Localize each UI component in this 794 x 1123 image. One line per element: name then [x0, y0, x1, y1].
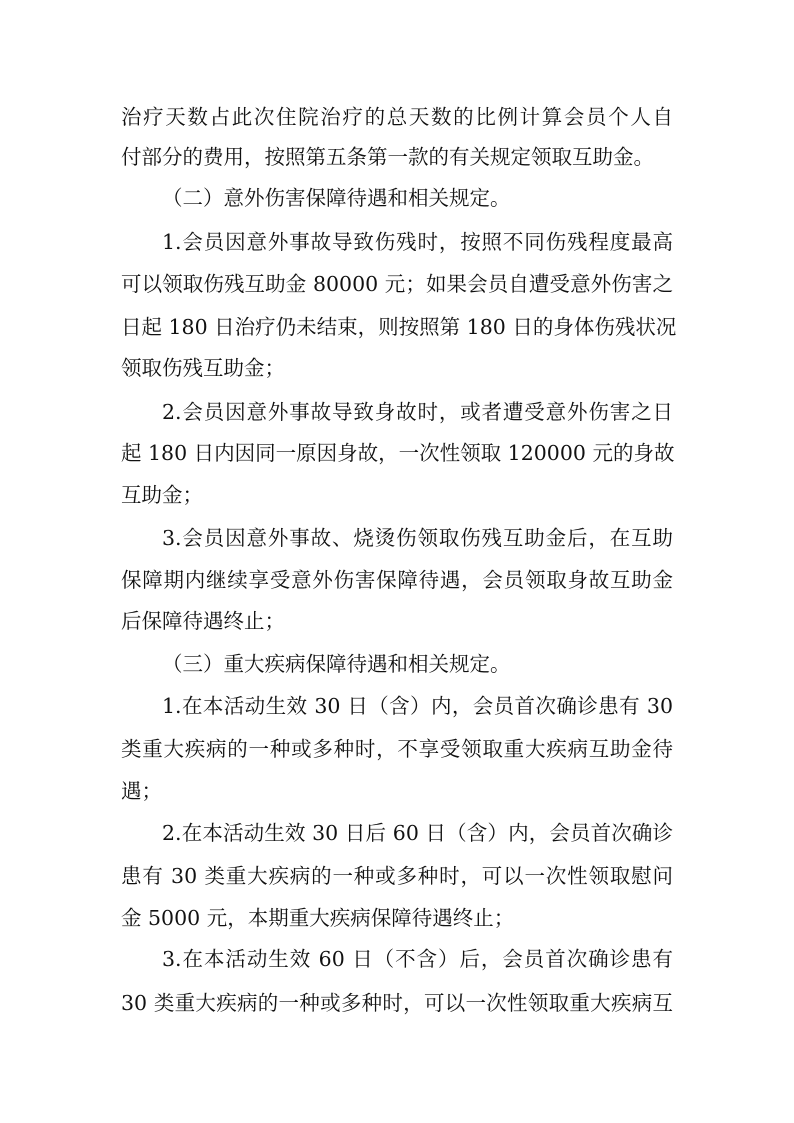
- paragraph-line: 1.会员因意外事故导致伤残时，按照不同伤残程度最高: [162, 230, 673, 254]
- section-heading: （三）重大疾病保障待遇和相关规定。: [162, 652, 511, 676]
- paragraph-line: 2.在本活动生效 30 日后 60 日（含）内，会员首次确诊: [162, 821, 673, 845]
- paragraph-line: 30 类重大疾病的一种或多种时，可以一次性领取重大疾病互: [121, 991, 673, 1015]
- paragraph-line: 患有 30 类重大疾病的一种或多种时，可以一次性领取慰问: [121, 864, 673, 888]
- paragraph-line: 2.会员因意外事故导致身故时，或者遭受意外伤害之日: [162, 400, 673, 424]
- paragraph-line: 保障期内继续享受意外伤害保障待遇，会员领取身故互助金: [121, 568, 673, 592]
- paragraph-line: 治疗天数占此次住院治疗的总天数的比例计算会员个人自: [121, 105, 673, 129]
- paragraph-line: 可以领取伤残互助金 80000 元；如果会员自遭受意外伤害之: [121, 272, 673, 296]
- paragraph-line: 起 180 日内因同一原因身故，一次性领取 120000 元的身故: [121, 441, 675, 465]
- paragraph-line: 1.在本活动生效 30 日（含）内，会员首次确诊患有 30: [162, 694, 673, 718]
- paragraph-line: 3.会员因意外事故、烧烫伤领取伤残互助金后，在互助: [162, 526, 673, 550]
- paragraph-line: 日起 180 日治疗仍未结束，则按照第 180 日的身体伤残状况: [121, 315, 677, 339]
- paragraph-line: 后保障待遇终止；: [121, 609, 285, 633]
- paragraph-line: 领取伤残互助金；: [121, 356, 285, 380]
- paragraph-line: 类重大疾病的一种或多种时，不享受领取重大疾病互助金待: [121, 737, 673, 761]
- paragraph-line: 互助金；: [121, 483, 203, 507]
- section-heading: （二）意外伤害保障待遇和相关规定。: [162, 186, 511, 210]
- paragraph-line: 金 5000 元，本期重大疾病保障待遇终止；: [121, 906, 515, 930]
- paragraph-line: 遇；: [121, 779, 162, 803]
- paragraph-line: 3.在本活动生效 60 日（不含）后，会员首次确诊患有: [162, 947, 673, 971]
- paragraph-line: 付部分的费用，按照第五条第一款的有关规定领取互助金。: [121, 145, 654, 169]
